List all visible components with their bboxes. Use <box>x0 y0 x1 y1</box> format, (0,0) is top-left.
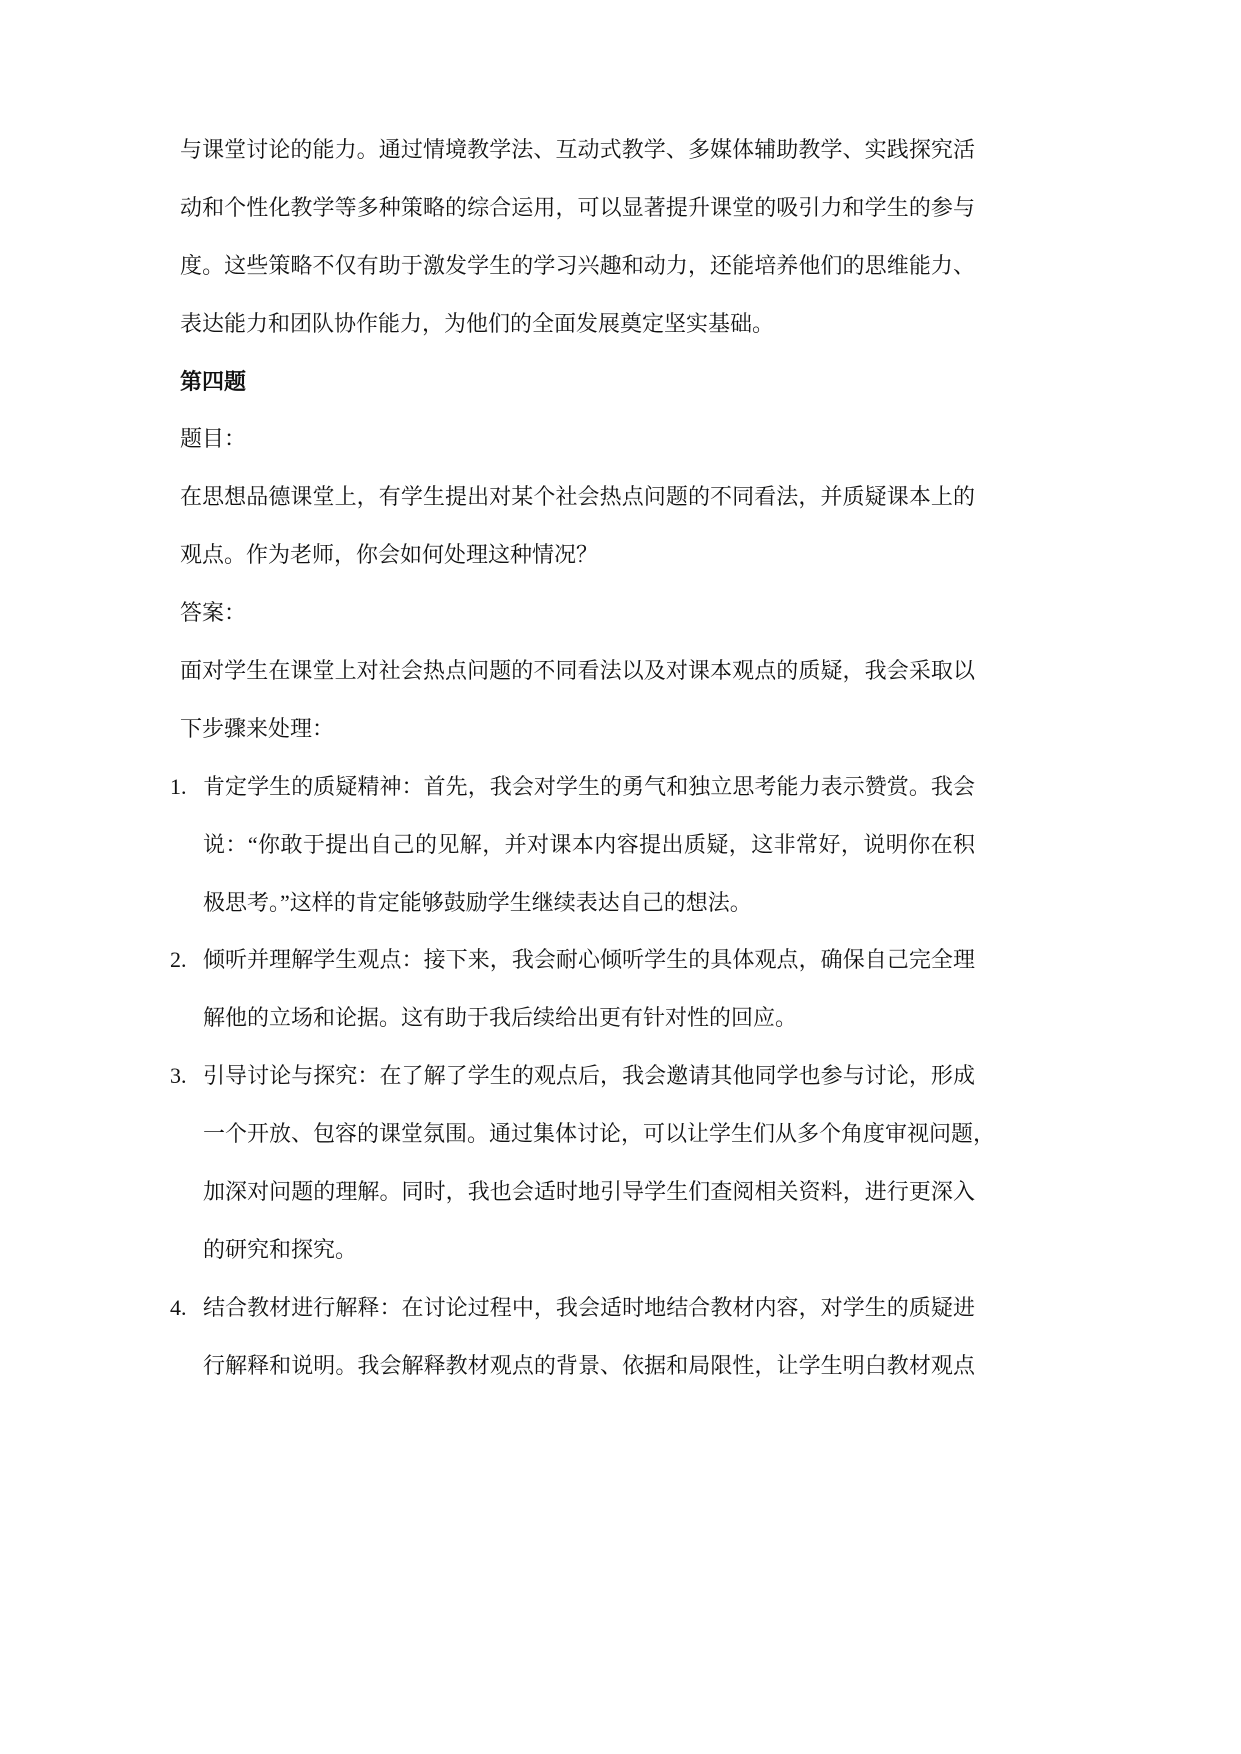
text-line: 肯定学生的质疑精神：首先，我会对学生的勇气和独立思考能力表示赞赏。我会 <box>203 773 975 799</box>
step-number: 3. <box>170 1063 187 1089</box>
intro-paragraph <box>180 121 975 353</box>
text-line: 在思想品德课堂上，有学生提出对某个社会热点问题的不同看法，并质疑课本上的 <box>180 484 975 510</box>
page-content <box>170 121 996 1395</box>
question-label: 题目： <box>180 426 247 452</box>
text-line: 结合教材进行解释：在讨论过程中，我会适时地结合教材内容，对学生的质疑进 <box>203 1294 975 1320</box>
text-line: 下步骤来处理： <box>180 715 335 741</box>
text-line: 观点。作为老师，你会如何处理这种情况？ <box>180 542 599 568</box>
text-line: 解他的立场和论据。这有助于我后续给出更有针对性的回应。 <box>203 1005 798 1031</box>
text-line: 极思考。”这样的肯定能够鼓励学生继续表达自己的想法。 <box>203 889 752 915</box>
text-line: 与课堂讨论的能力。通过情境教学法、互动式教学、多媒体辅助教学、实践探究活 <box>180 137 975 162</box>
text-line: 一个开放、包容的课堂氛围。通过集体讨论，可以让学生们从多个角度审视问题， <box>203 1121 996 1147</box>
question-text <box>180 468 975 584</box>
step-text <box>180 1279 975 1395</box>
text-line: 倾听并理解学生观点：接下来，我会耐心倾听学生的具体观点，确保自己完全理 <box>203 947 975 973</box>
text-line: 度。这些策略不仅有助于激发学生的学习兴趣和动力，还能培养他们的思维能力、 <box>180 252 975 278</box>
step-text <box>180 1047 996 1279</box>
text-line: 的研究和探究。 <box>203 1236 358 1262</box>
text-line: 加深对问题的理解。同时，我也会适时地引导学生们查阅相关资料，进行更深入 <box>203 1179 975 1205</box>
section-title: 第四题 <box>180 368 247 394</box>
text-line: 行解释和说明。我会解释教材观点的背景、依据和局限性，让学生明白教材观点 <box>203 1352 975 1378</box>
step-number: 4. <box>170 1294 187 1320</box>
step-item <box>170 931 975 1047</box>
text-line: 引导讨论与探究：在了解了学生的观点后，我会邀请其他同学也参与讨论，形成 <box>203 1063 975 1089</box>
step-number: 2. <box>170 947 187 973</box>
answer-label: 答案： <box>180 600 247 626</box>
text-line: 表达能力和团队协作能力，为他们的全面发展奠定坚实基础。 <box>180 310 775 336</box>
answer-intro <box>180 642 975 758</box>
step-item <box>170 1047 996 1279</box>
step-number: 1. <box>170 773 187 799</box>
text-line: 说：“你敢于提出自己的见解，并对课本内容提出质疑，这非常好，说明你在积 <box>203 831 975 857</box>
step-text <box>180 758 975 932</box>
step-item <box>170 1279 975 1395</box>
step-item <box>170 758 975 932</box>
text-line: 动和个性化教学等多种策略的综合运用，可以显著提升课堂的吸引力和学生的参与 <box>180 194 975 220</box>
step-text <box>180 931 975 1047</box>
text-line: 面对学生在课堂上对社会热点问题的不同看法以及对课本观点的质疑，我会采取以 <box>180 658 975 684</box>
